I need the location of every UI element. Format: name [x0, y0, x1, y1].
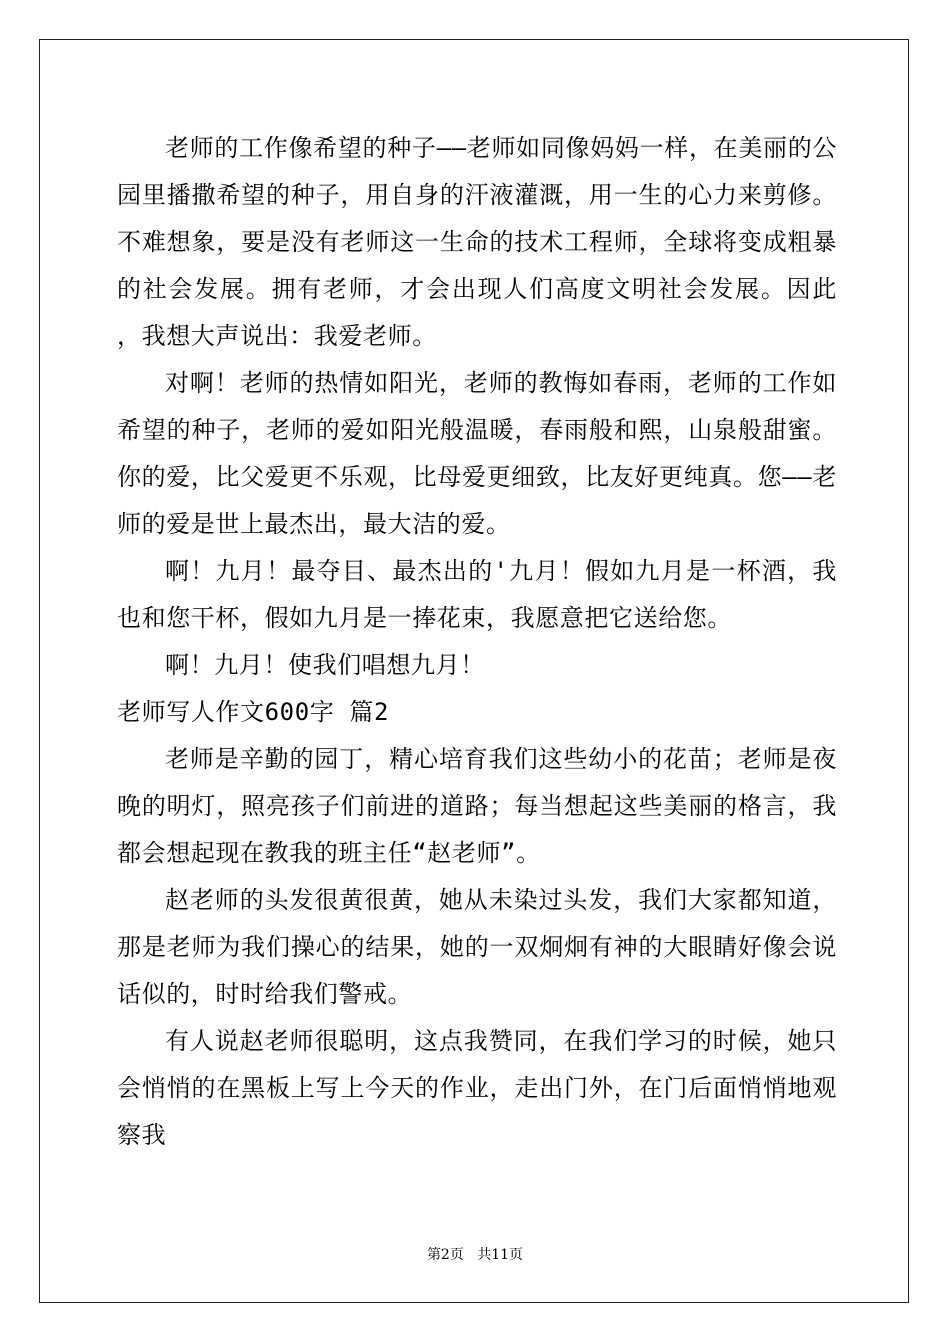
paragraph: 赵老师的头发很黄很黄，她从未染过头发，我们大家都知道，那是老师为我们操心的结果，她的一双炯炯有神的大眼睛好像会说话似的，时时给我们警戒。 — [117, 886, 837, 1008]
page-number: 第2页 — [426, 1247, 464, 1263]
page-footer — [0, 1246, 950, 1264]
paragraph: 对啊！老师的热情如阳光，老师的教悔如春雨，老师的工作如希望的种子，老师的爱如阳光般温暖，春雨般和熙，山泉般甜蜜。你的爱，比父爱更不乐观，比母爱更细致，比友好更纯真。您——老师的爱是世上最杰出，最大洁的爱。 — [117, 369, 837, 538]
section-heading: 老师写人作文600字 篇2 — [117, 698, 390, 726]
paragraph: 老师的工作像希望的种子——老师如同像妈妈一样，在美丽的公园里播撒希望的种子，用自身的汗液灌溉，用一生的心力来剪修。不难想象，要是没有老师这一生命的技术工程师，全球将变成粗暴的社会发展。拥有老师，才会出现人们高度文明社会发展。因此 ，我想大声说出：我爱老师。 — [117, 134, 837, 350]
paragraph: 有人说赵老师很聪明，这点我赞同，在我们学习的时候，她只会悄悄的在黑板上写上今天的作业，走出门外，在门后面悄悄地观察我 — [117, 1027, 837, 1149]
paragraph: 啊！九月！使我们唱想九月！ — [165, 651, 485, 679]
document-body — [117, 125, 837, 1159]
page-total: 共11页 — [477, 1247, 524, 1263]
paragraph: 老师是辛勤的园丁，精心培育我们这些幼小的花苗；老师是夜晚的明灯，照亮孩子们前进的道路；每当想起这些美丽的格言，我都会想起现在教我的班主任“赵老师”。 — [117, 745, 837, 867]
paragraph: 啊！九月！最夺目、最杰出的'九月！假如九月是一杯酒，我也和您干杯，假如九月是一捧花束，我愿意把它送给您。 — [117, 557, 837, 632]
